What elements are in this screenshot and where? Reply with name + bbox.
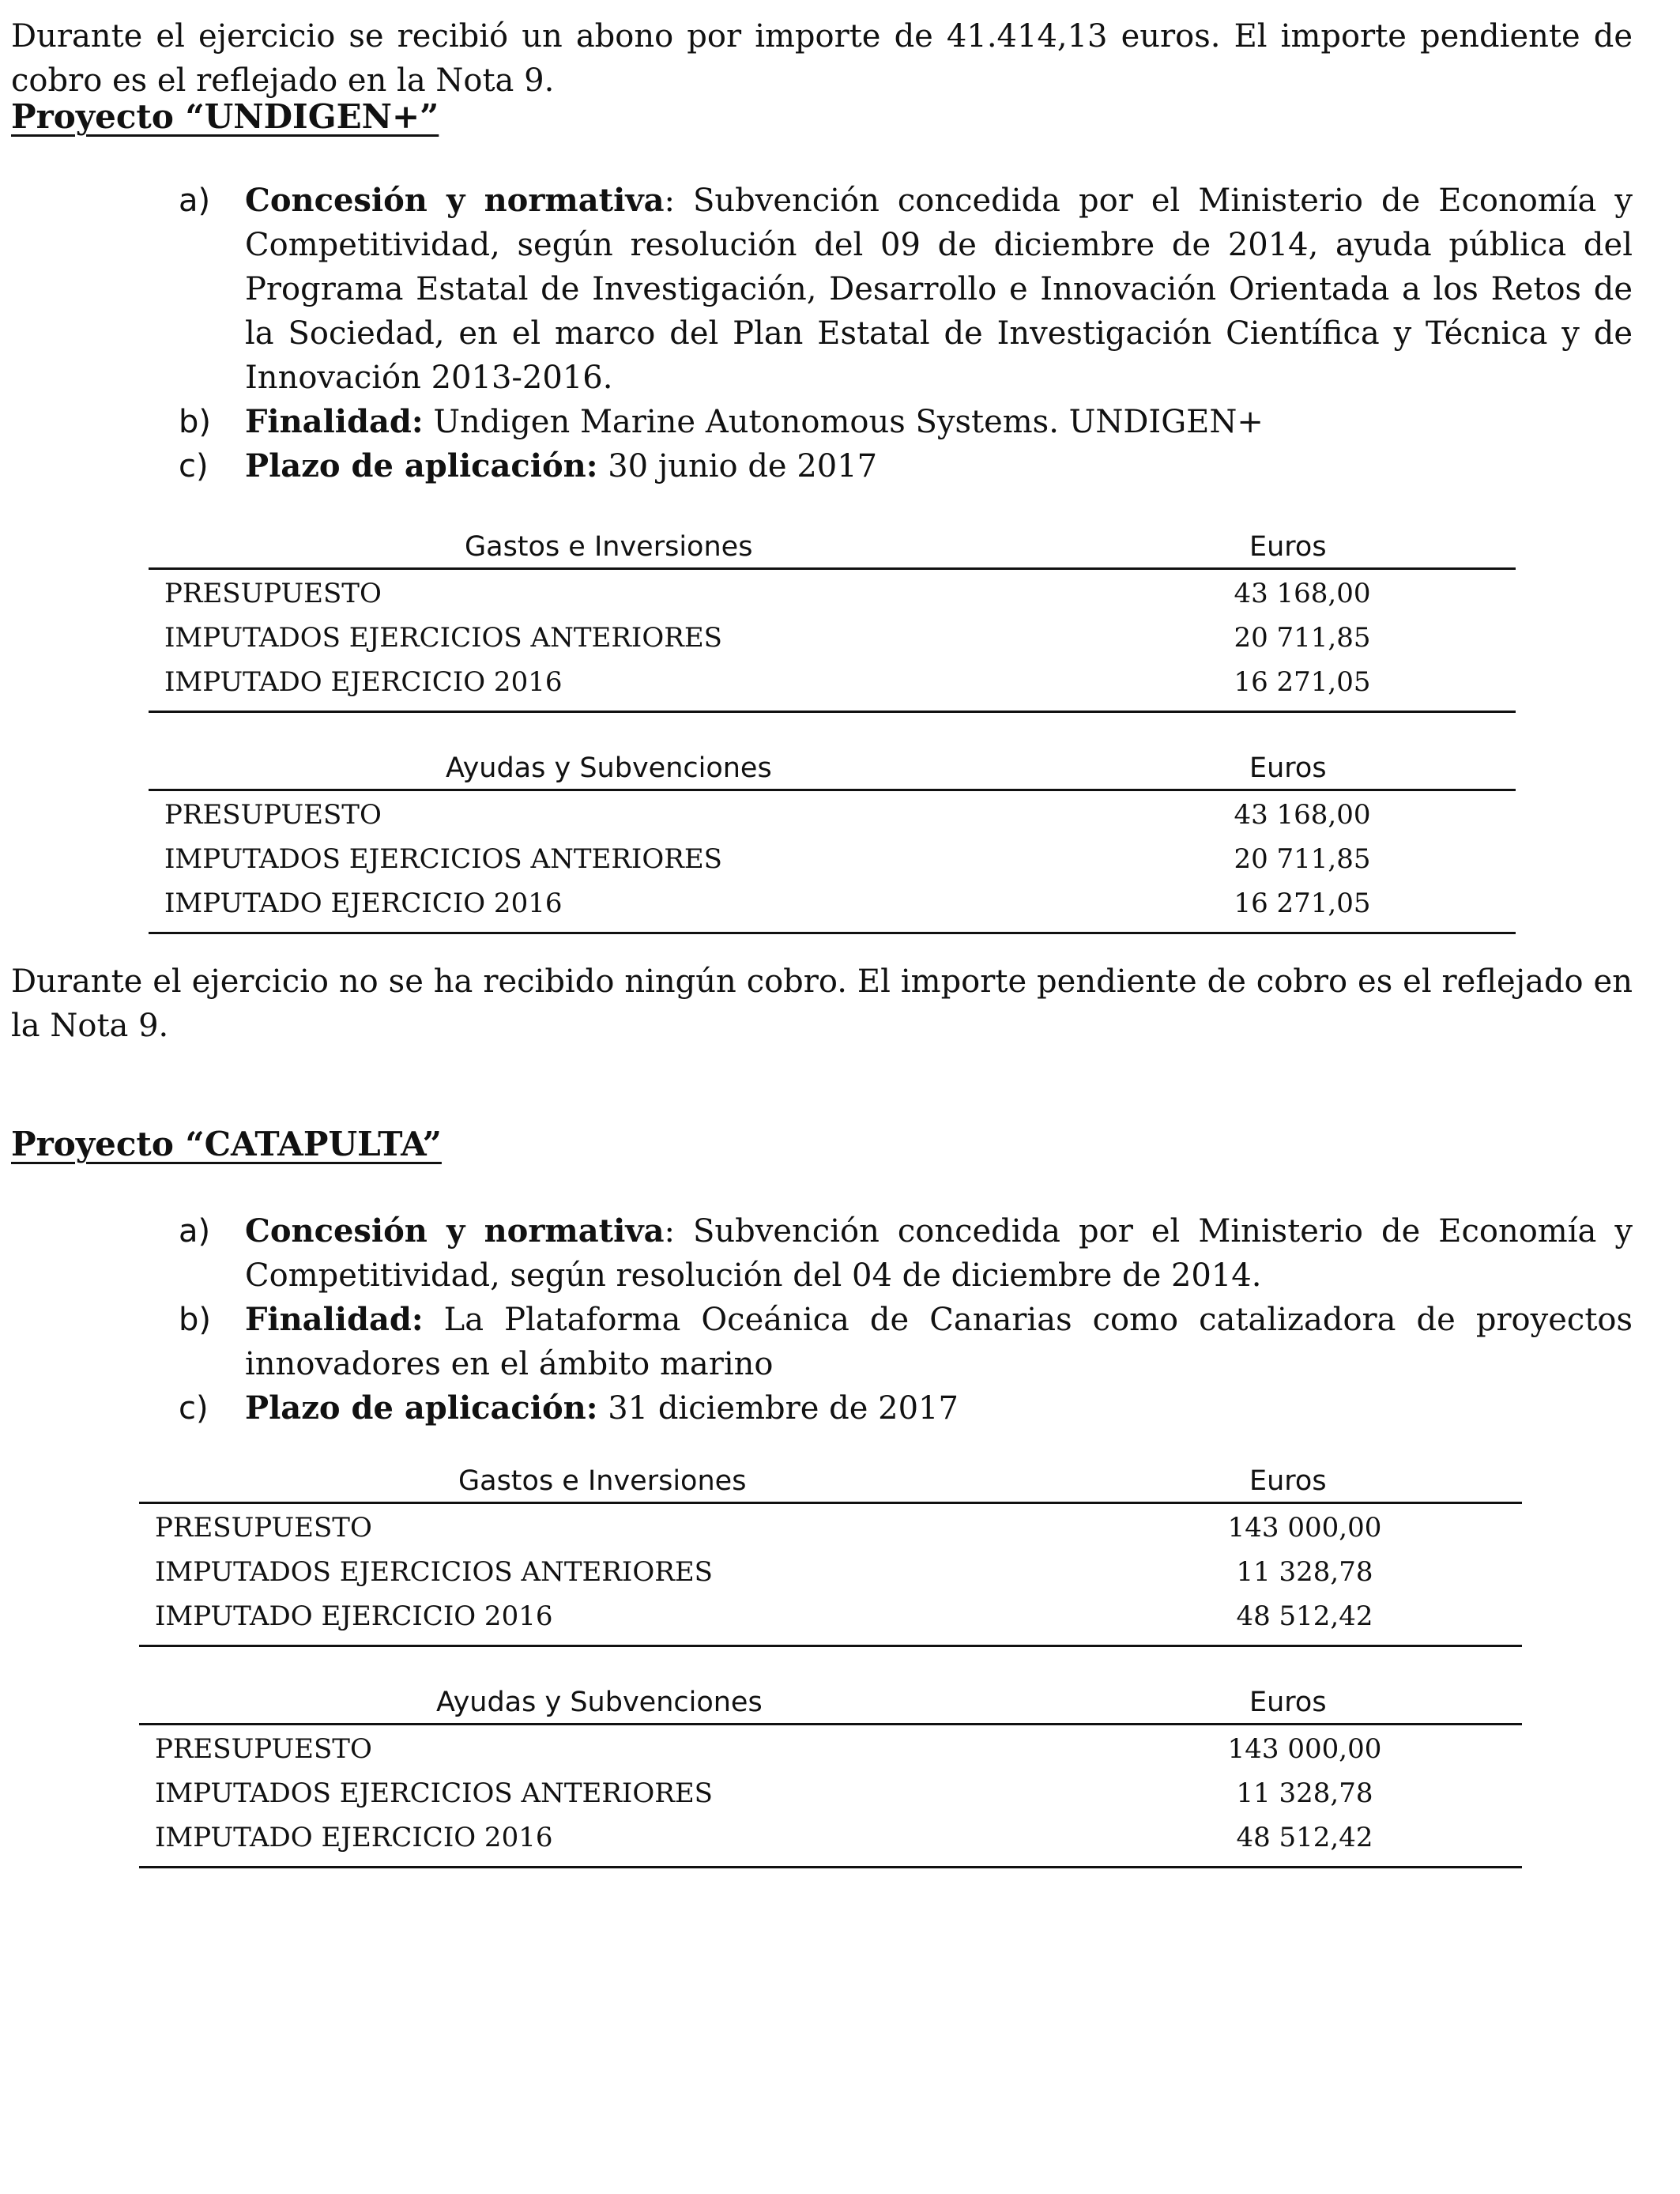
undigen-gastos-table xyxy=(149,525,1516,713)
table-row xyxy=(149,573,1516,617)
row-value: 48 512,42 xyxy=(1236,1822,1373,1853)
intro-paragraph: Durante el ejercicio se recibió un abono por importe de 41.414,13 euros. El importe pendiente de cobro es el reflejado en la Nota 9. xyxy=(11,18,1633,99)
catapulta-item-finalidad xyxy=(179,1298,1633,1386)
row-label: PRESUPUESTO xyxy=(164,578,382,609)
catapulta-gastos-table xyxy=(139,1459,1522,1647)
undigen-item-plazo xyxy=(179,444,1633,488)
table-row xyxy=(139,1551,1522,1596)
table-row xyxy=(149,839,1516,883)
table-header xyxy=(139,1680,1522,1725)
row-label: IMPUTADOS EJERCICIOS ANTERIORES xyxy=(164,843,722,875)
list-marker: a) xyxy=(179,183,211,219)
table-row xyxy=(149,662,1516,706)
table-row xyxy=(139,1817,1522,1861)
catapulta-details-list xyxy=(179,1209,1633,1431)
list-marker: b) xyxy=(179,404,211,440)
row-label: IMPUTADO EJERCICIO 2016 xyxy=(155,1600,553,1632)
column-header-concept: Ayudas y Subvenciones xyxy=(436,1687,763,1718)
table-row xyxy=(149,883,1516,927)
row-label: PRESUPUESTO xyxy=(164,799,382,831)
table-header xyxy=(149,746,1516,791)
column-header-euros: Euros xyxy=(1249,531,1327,563)
table-body xyxy=(149,570,1516,713)
item-text: : Subvención concedida por el Ministerio de Economía y Competitividad, según resolución del 09 de diciembre de 2014, ayuda pública del Programa Estatal de Investigación, Desarrollo e Innovación Orientada a los Retos de la Sociedad, en el marco del Plan Estatal de Investigación Científica y Técnica y de Innovación 2013-2016. xyxy=(245,183,1633,396)
row-value: 11 328,78 xyxy=(1236,1556,1373,1588)
row-value: 16 271,05 xyxy=(1234,888,1371,919)
row-value: 20 711,85 xyxy=(1234,843,1371,875)
column-header-euros: Euros xyxy=(1249,1687,1327,1718)
item-text: La Plataforma Oceánica de Canarias como catalizadora de proyectos innovadores en el ámbito marino xyxy=(245,1302,1633,1382)
item-label: Finalidad: xyxy=(245,1301,424,1338)
item-text: Undigen Marine Autonomous Systems. UNDIGEN+ xyxy=(423,404,1264,440)
undigen-item-finalidad xyxy=(179,400,1633,444)
item-label: Plazo de aplicación: xyxy=(245,447,598,484)
undigen-details-list xyxy=(179,179,1633,488)
table-row xyxy=(149,617,1516,662)
undigen-item-concesion xyxy=(179,179,1633,400)
table-body xyxy=(149,791,1516,934)
table-row xyxy=(139,1507,1522,1551)
undigen-closing-paragraph: Durante el ejercicio no se ha recibido ningún cobro. El importe pendiente de cobro es el reflejado en la Nota 9. xyxy=(11,963,1633,1044)
row-label: IMPUTADOS EJERCICIOS ANTERIORES xyxy=(155,1777,713,1809)
column-header-concept: Gastos e Inversiones xyxy=(458,1465,747,1497)
row-value: 143 000,00 xyxy=(1227,1733,1382,1765)
table-row xyxy=(149,794,1516,839)
row-label: IMPUTADO EJERCICIO 2016 xyxy=(164,888,563,919)
list-marker: c) xyxy=(179,1390,209,1427)
item-label: Concesión y normativa xyxy=(245,1212,665,1250)
list-marker: a) xyxy=(179,1213,211,1250)
catapulta-heading: Proyecto “CATAPULTA” xyxy=(11,1125,442,1163)
undigen-heading: Proyecto “UNDIGEN+” xyxy=(11,97,439,136)
row-label: IMPUTADOS EJERCICIOS ANTERIORES xyxy=(155,1556,713,1588)
list-marker: b) xyxy=(179,1302,211,1338)
row-value: 16 271,05 xyxy=(1234,666,1371,698)
table-header xyxy=(149,525,1516,570)
item-label: Concesión y normativa xyxy=(245,182,665,219)
table-body xyxy=(139,1504,1522,1647)
table-header xyxy=(139,1459,1522,1504)
list-marker: c) xyxy=(179,448,209,484)
item-label: Finalidad: xyxy=(245,403,424,440)
row-value: 43 168,00 xyxy=(1234,799,1371,831)
row-label: IMPUTADO EJERCICIO 2016 xyxy=(155,1822,553,1853)
table-body xyxy=(139,1725,1522,1868)
row-label: IMPUTADOS EJERCICIOS ANTERIORES xyxy=(164,622,722,654)
table-row xyxy=(139,1773,1522,1817)
column-header-euros: Euros xyxy=(1249,1465,1327,1497)
row-label: PRESUPUESTO xyxy=(155,1733,372,1765)
undigen-ayudas-table xyxy=(149,746,1516,934)
column-header-euros: Euros xyxy=(1249,752,1327,784)
item-text: 31 diciembre de 2017 xyxy=(597,1390,959,1427)
catapulta-item-plazo xyxy=(179,1386,1633,1431)
catapulta-ayudas-table xyxy=(139,1680,1522,1868)
column-header-concept: Ayudas y Subvenciones xyxy=(446,752,772,784)
table-row xyxy=(139,1728,1522,1773)
item-text: 30 junio de 2017 xyxy=(597,448,878,484)
table-row xyxy=(139,1596,1522,1640)
catapulta-item-concesion xyxy=(179,1209,1633,1298)
row-label: IMPUTADO EJERCICIO 2016 xyxy=(164,666,563,698)
item-text: : Subvención concedida por el Ministerio de Economía y Competitividad, según resolución del 04 de diciembre de 2014. xyxy=(245,1213,1633,1294)
row-value: 48 512,42 xyxy=(1236,1600,1373,1632)
row-value: 20 711,85 xyxy=(1234,622,1371,654)
column-header-concept: Gastos e Inversiones xyxy=(465,531,753,563)
item-label: Plazo de aplicación: xyxy=(245,1389,598,1427)
row-value: 43 168,00 xyxy=(1234,578,1371,609)
row-label: PRESUPUESTO xyxy=(155,1512,372,1544)
row-value: 143 000,00 xyxy=(1227,1512,1382,1544)
row-value: 11 328,78 xyxy=(1236,1777,1373,1809)
